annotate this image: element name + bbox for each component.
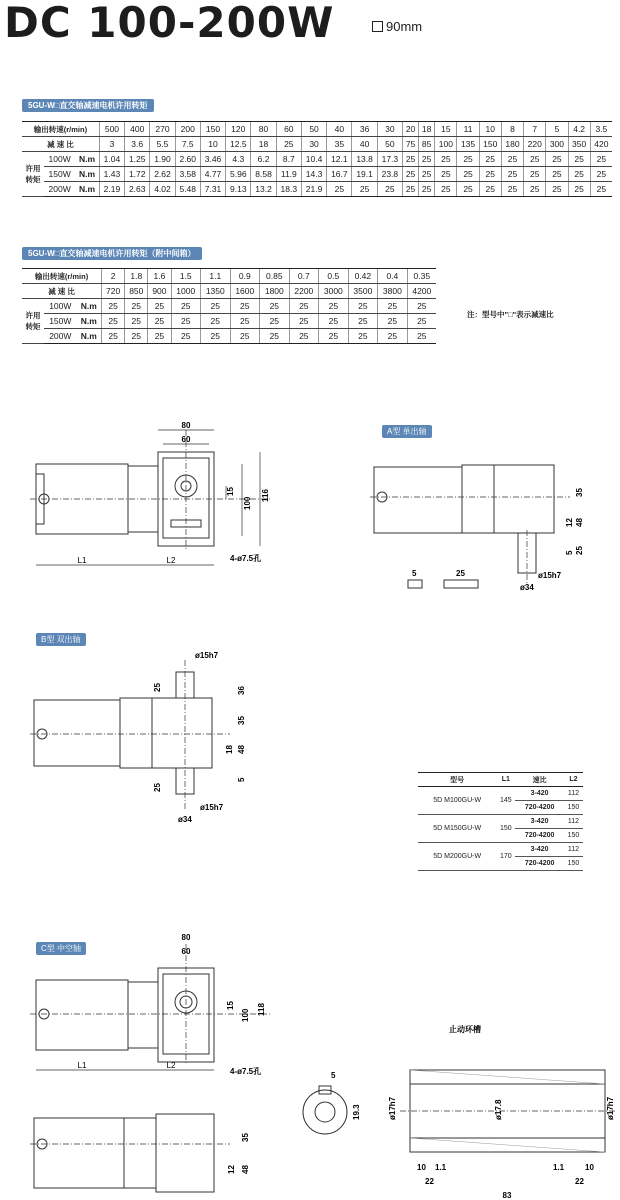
torque-cell: 25 (435, 152, 457, 167)
torque-cell: 25 (378, 299, 408, 314)
ratio-cell: 7.5 (175, 137, 200, 152)
ratio-cell: 720 (102, 284, 125, 299)
model-ratio: 720-4200 (515, 829, 563, 843)
torque-cell: 25 (403, 152, 419, 167)
speed-cell: 40 (327, 122, 352, 137)
torque-cell: 1.90 (150, 152, 175, 167)
torque-cell: 5.48 (175, 182, 200, 197)
torque-cell: 9.13 (226, 182, 251, 197)
unit-cell: N.m (77, 299, 102, 314)
power-cell: 150W (44, 314, 77, 329)
torque-cell: 17.3 (377, 152, 402, 167)
speed-cell: 0.9 (230, 269, 260, 284)
model-ratio: 3-420 (515, 815, 563, 829)
torque-cell: 25 (568, 152, 590, 167)
torque-cell: 25 (319, 329, 349, 344)
torque-cell: 25 (201, 314, 231, 329)
torque-cell: 25 (407, 314, 436, 329)
ratio-cell: 135 (457, 137, 479, 152)
torque-cell: 25 (546, 182, 568, 197)
power-cell: 150W (44, 167, 75, 182)
dim-15h7-bottom: ø15h7 (200, 803, 224, 812)
dim-hole: 4-ø7.5孔 (230, 554, 262, 563)
ratio-cell: 150 (479, 137, 501, 152)
ratio-cell: 12.5 (226, 137, 251, 152)
speed-cell: 270 (150, 122, 175, 137)
motor-drawing-b (30, 650, 280, 825)
torque-cell: 25 (230, 299, 260, 314)
torque-cell: 21.9 (301, 182, 326, 197)
torque-cell: 25 (479, 152, 501, 167)
dim-12-c: 12 (227, 1165, 236, 1174)
torque-cell: 25 (524, 152, 546, 167)
torque-table-intermediate (22, 268, 436, 344)
ratio-cell: 100 (435, 137, 457, 152)
speed-cell: 18 (419, 122, 435, 137)
torque-cell: 25 (479, 167, 501, 182)
dim-100: 100 (243, 496, 252, 510)
dim-36: 36 (237, 686, 246, 695)
dim-116: 116 (261, 489, 270, 502)
dim-25-b-bottom: 25 (153, 783, 162, 792)
dim-25: 25 (575, 546, 584, 555)
dim-118: 118 (257, 1003, 266, 1016)
torque-cell: 3.58 (175, 167, 200, 182)
ratio-cell: 1350 (201, 284, 231, 299)
ratio-cell: 10 (200, 137, 225, 152)
speed-cell: 200 (175, 122, 200, 137)
ratio-cell: 85 (419, 137, 435, 152)
torque-cell: 25 (148, 329, 171, 344)
ratio-cell: 30 (301, 137, 326, 152)
power-cell: 100W (44, 152, 75, 167)
torque-cell: 25 (125, 314, 148, 329)
torque-cell: 25 (590, 182, 612, 197)
ratio-cell: 18 (251, 137, 276, 152)
torque-table (22, 121, 612, 197)
dim-80: 80 (181, 421, 191, 430)
speed-cell: 11 (457, 122, 479, 137)
dim-1-1-right: 1.1 (553, 1163, 565, 1172)
torque-cell: 25 (378, 329, 408, 344)
dim-17h7-left: ø17h7 (388, 1096, 397, 1120)
type-a-label: A型 单出轴 (382, 425, 432, 438)
dim-10-left: 10 (417, 1163, 426, 1172)
speed-cell: 0.42 (348, 269, 378, 284)
torque-cell: 25 (319, 314, 349, 329)
speed-cell: 3.5 (590, 122, 612, 137)
torque-cell: 25 (378, 314, 408, 329)
torque-cell: 25 (289, 314, 319, 329)
torque-cell: 16.7 (327, 167, 352, 182)
torque-cell: 25 (201, 329, 231, 344)
speed-header: 输出转速(r/min) (22, 122, 99, 137)
ratio-header: 减 速 比 (22, 284, 102, 299)
model-l1: 150 (496, 815, 515, 843)
motor-drawing-c (30, 930, 280, 1080)
ratio-cell: 350 (568, 137, 590, 152)
ratio-cell: 3.6 (125, 137, 150, 152)
torque-cell: 25 (419, 167, 435, 182)
torque-cell: 25 (289, 299, 319, 314)
dim-hole-c: 4-ø7.5孔 (230, 1067, 262, 1076)
torque-cell: 25 (407, 299, 436, 314)
torque-cell: 1.43 (99, 167, 124, 182)
dim-48-c: 48 (241, 1165, 250, 1174)
model-l2: 150 (564, 801, 583, 815)
dim-l2: L2 (166, 556, 176, 565)
model-name: 5D M200GU-W (418, 843, 496, 871)
ratio-cell: 3500 (348, 284, 378, 299)
torque-cell: 25 (348, 299, 378, 314)
torque-cell: 25 (348, 329, 378, 344)
ratio-cell: 180 (501, 137, 523, 152)
model-l2: 112 (564, 815, 583, 829)
dim-34: ø34 (520, 583, 534, 592)
torque-cell: 25 (501, 152, 523, 167)
torque-cell: 25 (403, 167, 419, 182)
torque-cell: 3.46 (200, 152, 225, 167)
speed-cell: 7 (524, 122, 546, 137)
speed-cell: 0.35 (407, 269, 436, 284)
torque-cell: 8.7 (276, 152, 301, 167)
speed-cell: 8 (501, 122, 523, 137)
dim-15: 15 (226, 487, 235, 496)
torque-cell: 2.19 (99, 182, 124, 197)
unit-cell: N.m (75, 152, 99, 167)
model-header: 型号 (418, 773, 496, 787)
dim-17h7-right: ø17h7 (606, 1096, 615, 1120)
torque-cell: 5.96 (226, 167, 251, 182)
torque-cell: 25 (348, 314, 378, 329)
dim-83: 83 (502, 1191, 512, 1200)
torque-cell: 25 (501, 182, 523, 197)
torque-cell: 25 (230, 314, 260, 329)
dim-10-right: 10 (585, 1163, 594, 1172)
speed-cell: 4.2 (568, 122, 590, 137)
speed-cell: 1.1 (201, 269, 231, 284)
ratio-cell: 900 (148, 284, 171, 299)
motor-drawing-a (370, 445, 600, 615)
ratio-cell: 40 (352, 137, 377, 152)
torque-cell: 25 (435, 167, 457, 182)
ratio-cell: 3800 (378, 284, 408, 299)
speed-cell: 0.85 (260, 269, 290, 284)
speed-cell: 20 (403, 122, 419, 137)
ratio-header: 减 速 比 (22, 137, 99, 152)
ratio-cell: 300 (546, 137, 568, 152)
torque-cell: 4.02 (150, 182, 175, 197)
model-l2: 150 (564, 829, 583, 843)
torque-cell: 25 (125, 299, 148, 314)
model-ratio: 3-420 (515, 843, 563, 857)
torque-header: 许用转矩 (22, 299, 44, 344)
torque-cell: 25 (102, 314, 125, 329)
torque-cell: 25 (352, 182, 377, 197)
speed-cell: 60 (276, 122, 301, 137)
ratio-cell: 75 (403, 137, 419, 152)
hollow-shaft-drawing (295, 1020, 615, 1200)
unit-cell: N.m (77, 314, 102, 329)
torque-cell: 25 (171, 314, 201, 329)
table1-label: 5GU-W□直交轴减速电机许用转矩 (22, 99, 154, 112)
ratio-cell: 3 (99, 137, 124, 152)
torque-cell: 25 (201, 299, 231, 314)
dim-60-c: 60 (181, 947, 191, 956)
torque-cell: 25 (171, 329, 201, 344)
torque-cell: 25 (524, 167, 546, 182)
ratio-cell: 1600 (230, 284, 260, 299)
model-ratio: 720-4200 (515, 857, 563, 871)
unit-cell: N.m (77, 329, 102, 344)
torque-cell: 6.2 (251, 152, 276, 167)
torque-cell: 25 (327, 182, 352, 197)
ratio-cell: 5.5 (150, 137, 175, 152)
motor-drawing-c-side (30, 1100, 280, 1200)
torque-cell: 25 (407, 329, 436, 344)
model-name: 5D M150GU-W (418, 815, 496, 843)
torque-cell: 2.63 (125, 182, 150, 197)
power-cell: 100W (44, 299, 77, 314)
torque-cell: 25 (403, 182, 419, 197)
torque-cell: 25 (125, 329, 148, 344)
speed-cell: 10 (479, 122, 501, 137)
dim-19-3: 19.3 (352, 1104, 361, 1120)
speed-cell: 500 (99, 122, 124, 137)
torque-cell: 25 (524, 182, 546, 197)
table2-label: 5GU-W□直交轴减速电机许用转矩（附中间箱） (22, 247, 202, 260)
torque-cell: 25 (546, 167, 568, 182)
torque-cell: 13.8 (352, 152, 377, 167)
type-c-label: C型 中空轴 (36, 942, 86, 955)
torque-cell: 25 (457, 182, 479, 197)
dim-15-c: 15 (226, 1001, 235, 1010)
ratio-cell: 850 (125, 284, 148, 299)
torque-cell: 25 (102, 329, 125, 344)
torque-cell: 12.1 (327, 152, 352, 167)
ratio-cell: 35 (327, 137, 352, 152)
model-l1: 145 (496, 787, 515, 815)
torque-cell: 25 (568, 182, 590, 197)
speed-cell: 400 (125, 122, 150, 137)
torque-cell: 25 (377, 182, 402, 197)
torque-cell: 25 (260, 299, 290, 314)
dim-5: 5 (565, 550, 574, 555)
dim-17-8: ø17.8 (494, 1099, 503, 1120)
speed-header: 输出转速(r/min) (22, 269, 102, 284)
model-ratio: 720-4200 (515, 801, 563, 815)
page-title: DC 100-200W (4, 0, 335, 47)
torque-cell: 1.04 (99, 152, 124, 167)
torque-cell: 10.4 (301, 152, 326, 167)
speed-cell: 0.4 (378, 269, 408, 284)
speed-cell: 120 (226, 122, 251, 137)
torque-cell: 1.72 (125, 167, 150, 182)
model-l2: 112 (564, 843, 583, 857)
torque-cell: 13.2 (251, 182, 276, 197)
torque-cell: 25 (148, 314, 171, 329)
torque-cell: 25 (260, 314, 290, 329)
torque-cell: 4.77 (200, 167, 225, 182)
torque-cell: 25 (546, 152, 568, 167)
frame-size: 90mm (386, 19, 423, 34)
unit-cell: N.m (75, 182, 99, 197)
torque-cell: 25 (479, 182, 501, 197)
model-header: L2 (564, 773, 583, 787)
torque-cell: 25 (260, 329, 290, 344)
dim-22-right: 22 (575, 1177, 584, 1186)
model-l2: 150 (564, 857, 583, 871)
ratio-cell: 1800 (260, 284, 290, 299)
ratio-cell: 50 (377, 137, 402, 152)
speed-cell: 0.5 (319, 269, 349, 284)
ratio-cell: 2200 (289, 284, 319, 299)
dim-15h7: ø15h7 (538, 571, 562, 580)
dim-80-c: 80 (181, 933, 191, 942)
model-l2: 112 (564, 787, 583, 801)
torque-header: 许用转矩 (22, 152, 44, 197)
torque-cell: 25 (148, 299, 171, 314)
torque-cell: 25 (102, 299, 125, 314)
motor-drawing-main (30, 420, 280, 580)
model-name: 5D M100GU-W (418, 787, 496, 815)
ratio-cell: 4200 (407, 284, 436, 299)
torque-cell: 25 (501, 167, 523, 182)
ratio-cell: 1000 (171, 284, 201, 299)
power-cell: 200W (44, 329, 77, 344)
torque-cell: 25 (435, 182, 457, 197)
speed-cell: 150 (200, 122, 225, 137)
speed-cell: 0.7 (289, 269, 319, 284)
torque-cell: 23.8 (377, 167, 402, 182)
torque-cell: 4.3 (226, 152, 251, 167)
torque-cell: 25 (289, 329, 319, 344)
torque-cell: 11.9 (276, 167, 301, 182)
torque-cell: 25 (590, 167, 612, 182)
torque-cell: 19.1 (352, 167, 377, 182)
torque-cell: 8.58 (251, 167, 276, 182)
torque-cell: 1.25 (125, 152, 150, 167)
torque-cell: 2.62 (150, 167, 175, 182)
dim-48: 48 (575, 518, 584, 527)
square-icon (372, 21, 383, 32)
speed-cell: 30 (377, 122, 402, 137)
ratio-cell: 3000 (319, 284, 349, 299)
dim-25-b-top: 25 (153, 683, 162, 692)
torque-cell: 18.3 (276, 182, 301, 197)
torque-cell: 25 (419, 182, 435, 197)
torque-cell: 25 (419, 152, 435, 167)
dim-12: 12 (565, 518, 574, 527)
speed-cell: 36 (352, 122, 377, 137)
dim-35: 35 (575, 488, 584, 497)
dim-l1: L1 (77, 556, 87, 565)
model-ratio: 3-420 (515, 787, 563, 801)
dim-l2-c: L2 (166, 1061, 176, 1070)
speed-cell: 1.8 (125, 269, 148, 284)
speed-cell: 50 (301, 122, 326, 137)
dim-key-25: 25 (456, 569, 465, 578)
torque-cell: 25 (230, 329, 260, 344)
speed-cell: 15 (435, 122, 457, 137)
dim-35-b: 35 (237, 716, 246, 725)
torque-cell: 25 (457, 152, 479, 167)
torque-cell: 2.60 (175, 152, 200, 167)
dim-35-c: 35 (241, 1133, 250, 1142)
torque-cell: 25 (319, 299, 349, 314)
torque-cell: 25 (171, 299, 201, 314)
ratio-cell: 220 (524, 137, 546, 152)
dim-15h7-top: ø15h7 (195, 651, 219, 660)
speed-cell: 1.6 (148, 269, 171, 284)
ratio-cell: 25 (276, 137, 301, 152)
speed-cell: 80 (251, 122, 276, 137)
dim-18: 18 (225, 745, 234, 754)
note-text: 注：型号中"□"表示减速比 (467, 310, 554, 319)
power-cell: 200W (44, 182, 75, 197)
dim-100-c: 100 (241, 1008, 250, 1022)
torque-cell: 14.3 (301, 167, 326, 182)
dim-5-hs: 5 (331, 1071, 336, 1080)
dim-22-left: 22 (425, 1177, 434, 1186)
speed-cell: 1.5 (171, 269, 201, 284)
dim-60: 60 (181, 435, 191, 444)
dim-l1-c: L1 (77, 1061, 87, 1070)
model-table (418, 772, 583, 871)
model-l1: 170 (496, 843, 515, 871)
ring-label: 止动环槽 (449, 1025, 481, 1034)
dim-48-b: 48 (237, 745, 246, 754)
torque-cell: 25 (568, 167, 590, 182)
dim-5-b: 5 (237, 777, 246, 782)
speed-cell: 5 (546, 122, 568, 137)
torque-cell: 25 (457, 167, 479, 182)
model-header: L1 (496, 773, 515, 787)
model-header: 速比 (515, 773, 563, 787)
type-b-label: B型 双出轴 (36, 633, 86, 646)
dim-34-b: ø34 (178, 815, 192, 824)
torque-cell: 7.31 (200, 182, 225, 197)
dim-1-1-left: 1.1 (435, 1163, 447, 1172)
torque-cell: 25 (590, 152, 612, 167)
speed-cell: 2 (102, 269, 125, 284)
unit-cell: N.m (75, 167, 99, 182)
dim-key-5: 5 (412, 569, 417, 578)
ratio-cell: 420 (590, 137, 612, 152)
